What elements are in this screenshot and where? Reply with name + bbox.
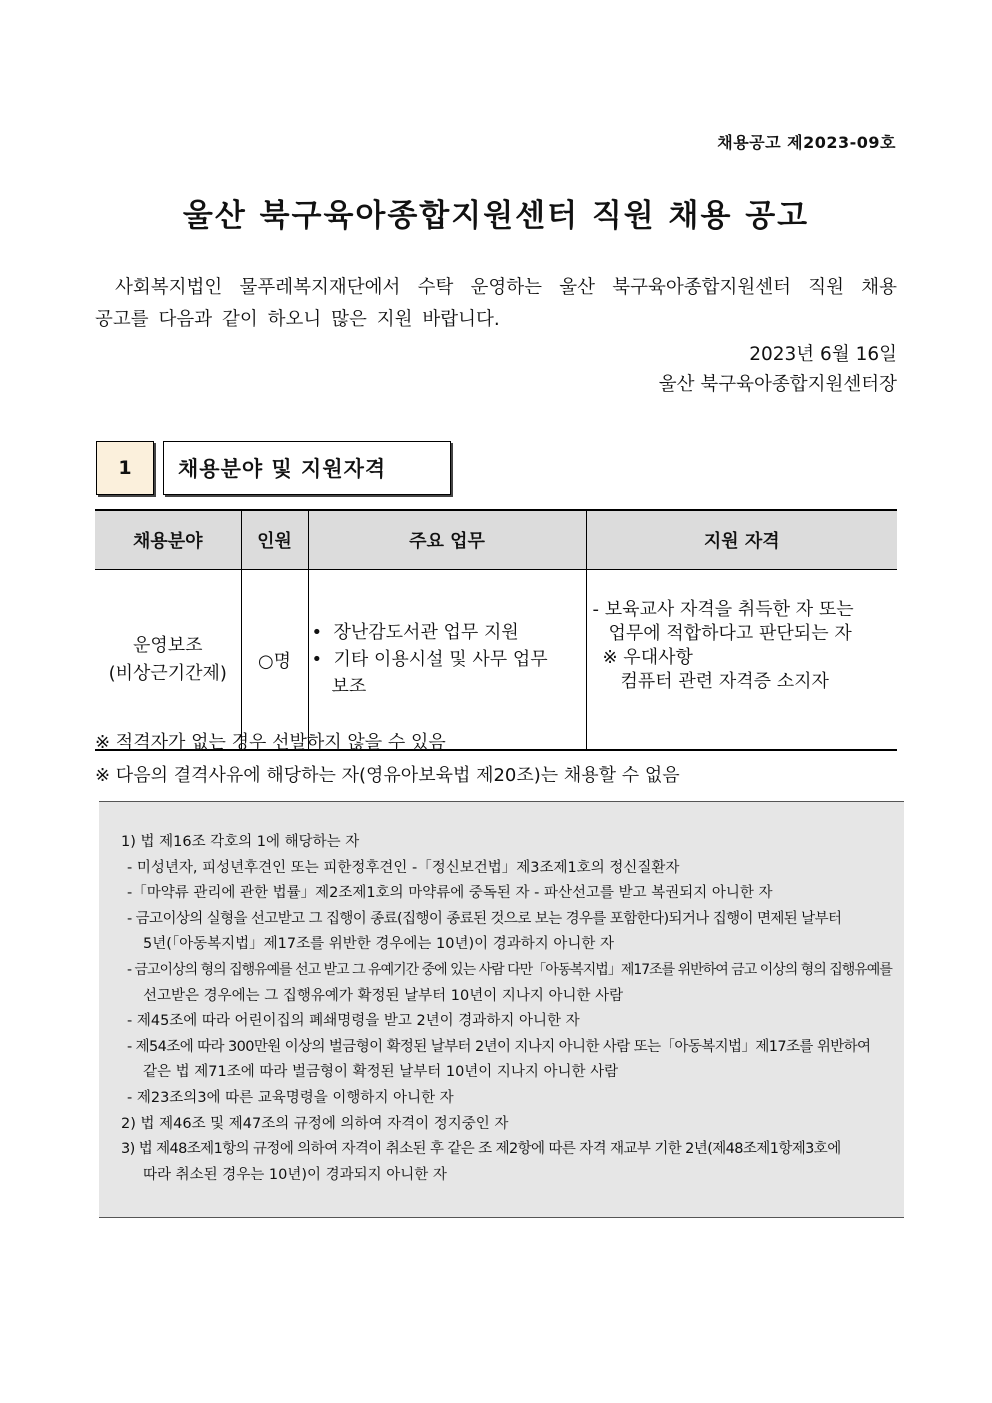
table-row — [95, 570, 897, 751]
preference-line: 컴퓨터 관련 자격증 소지자 — [620, 671, 829, 692]
header-duties: 주요 업무 — [308, 510, 586, 570]
header-count: 인원 — [241, 510, 308, 570]
cell-count: ○명 — [241, 570, 308, 751]
list-item: -「마약류 관리에 관한 법률」제2조제1호의 마약류에 중독된 자 - 파산선고를 받고 복권되지 아니한 자 — [127, 885, 773, 902]
cell-field — [95, 570, 241, 751]
announcement-date: 2023년 6월 16일 — [749, 344, 897, 365]
list-item: - 미성년자, 피성년후견인 또는 피한정후견인 -「정신보건법」제3조제1호의 정신질환자 — [127, 859, 680, 876]
issuer-name: 울산 북구육아종합지원센터장 — [658, 374, 897, 395]
list-item: 선고받은 경우에는 그 집행유예가 확정된 날부터 10년이 지나지 아니한 사람 — [143, 987, 624, 1004]
note-disqualification: ※ 다음의 결격사유에 해당하는 자(영유아보육법 제20조)는 채용할 수 없음 — [95, 765, 680, 786]
table-header-row — [95, 510, 897, 570]
list-item: 1) 법 제16조 각호의 1에 해당하는 자 — [121, 834, 360, 850]
page-title: 울산 북구육아종합지원센터 직원 채용 공고 — [182, 198, 810, 234]
header-qualification: 지원 자격 — [586, 510, 897, 570]
list-item: - 제45조에 따라 어린이집의 폐쇄명령을 받고 2년이 경과하지 아니한 자 — [127, 1013, 580, 1030]
intro-paragraph — [95, 272, 897, 336]
intro-line-1: 사회복지법인 물푸레복지재단에서 수탁 운영하는 울산 북구육아종합지원센터 직원 채용 — [115, 277, 897, 298]
list-item: 3) 법 제48조제1항의 규정에 의하여 자격이 취소된 후 같은 조 제2항에 따른 자격 재교부 기한 2년(제48조제1항제3호에 — [121, 1141, 841, 1158]
list-item: 2) 법 제46조 및 제47조의 규정에 의하여 자격이 정지중인 자 — [121, 1115, 509, 1132]
list-item: - 금고이상의 형의 집행유예를 선고 받고 그 유예기간 중에 있는 사람 다만「아동복지법」제17조를 위반하여 금고 이상의 형의 집행유예를 — [127, 961, 892, 978]
duty-list — [310, 619, 585, 673]
list-item: - 제23조의3에 따른 교육명령을 이행하지 아니한 자 — [127, 1089, 454, 1106]
cell-qualification — [586, 570, 897, 751]
field-type: (비상근기간제) — [108, 662, 227, 684]
list-item: - 금고이상의 실형을 선고받고 그 집행이 종료(집행이 종료된 것으로 보는 경우를 포함한다)되거나 집행이 면제된 날부터 — [127, 910, 842, 927]
notice-number: 채용공고 제2023-09호 — [717, 133, 896, 152]
list-item: 5년(「아동복지법」제17조를 위반한 경우에는 10년)이 경과하지 아니한 자 — [143, 936, 615, 953]
preference-heading: ※ 우대사항 — [602, 647, 693, 668]
list-item: 따라 취소된 경우는 10년)이 경과되지 아니한 자 — [143, 1166, 447, 1183]
duty-item: • 기타 이용시설 및 사무 업무 — [332, 646, 585, 673]
duty-item-continued: 보조 — [331, 676, 367, 697]
list-item: - 제54조에 따라 300만원 이상의 벌금형이 확정된 날부터 2년이 지나지 아니한 사람 또는「아동복지법」제17조를 위반하여 — [127, 1038, 871, 1055]
section-number-badge: 1 — [96, 441, 154, 495]
intro-line-2: 공고를 다음과 같이 하오니 많은 지원 바랍니다. — [95, 309, 500, 330]
qualification-line: 업무에 적합하다고 판단되는 자 — [608, 623, 852, 644]
section-title: 채용분야 및 지원자격 — [163, 441, 451, 495]
qualification-line: - 보육교사 자격을 취득한 자 또는 — [592, 599, 854, 620]
field-name: 운영보조 — [132, 634, 203, 656]
list-item: 같은 법 제71조에 따라 벌금형이 확정된 날부터 10년이 지나지 아니한 사람 — [143, 1064, 619, 1081]
cell-duties — [308, 570, 586, 751]
note-no-qualified: ※ 적격자가 없는 경우 선발하지 않을 수 있음 — [95, 732, 446, 753]
disqualification-box — [99, 801, 904, 1218]
header-field: 채용분야 — [95, 510, 241, 570]
duty-item: • 장난감도서관 업무 지원 — [332, 619, 585, 646]
recruitment-table — [95, 509, 897, 751]
